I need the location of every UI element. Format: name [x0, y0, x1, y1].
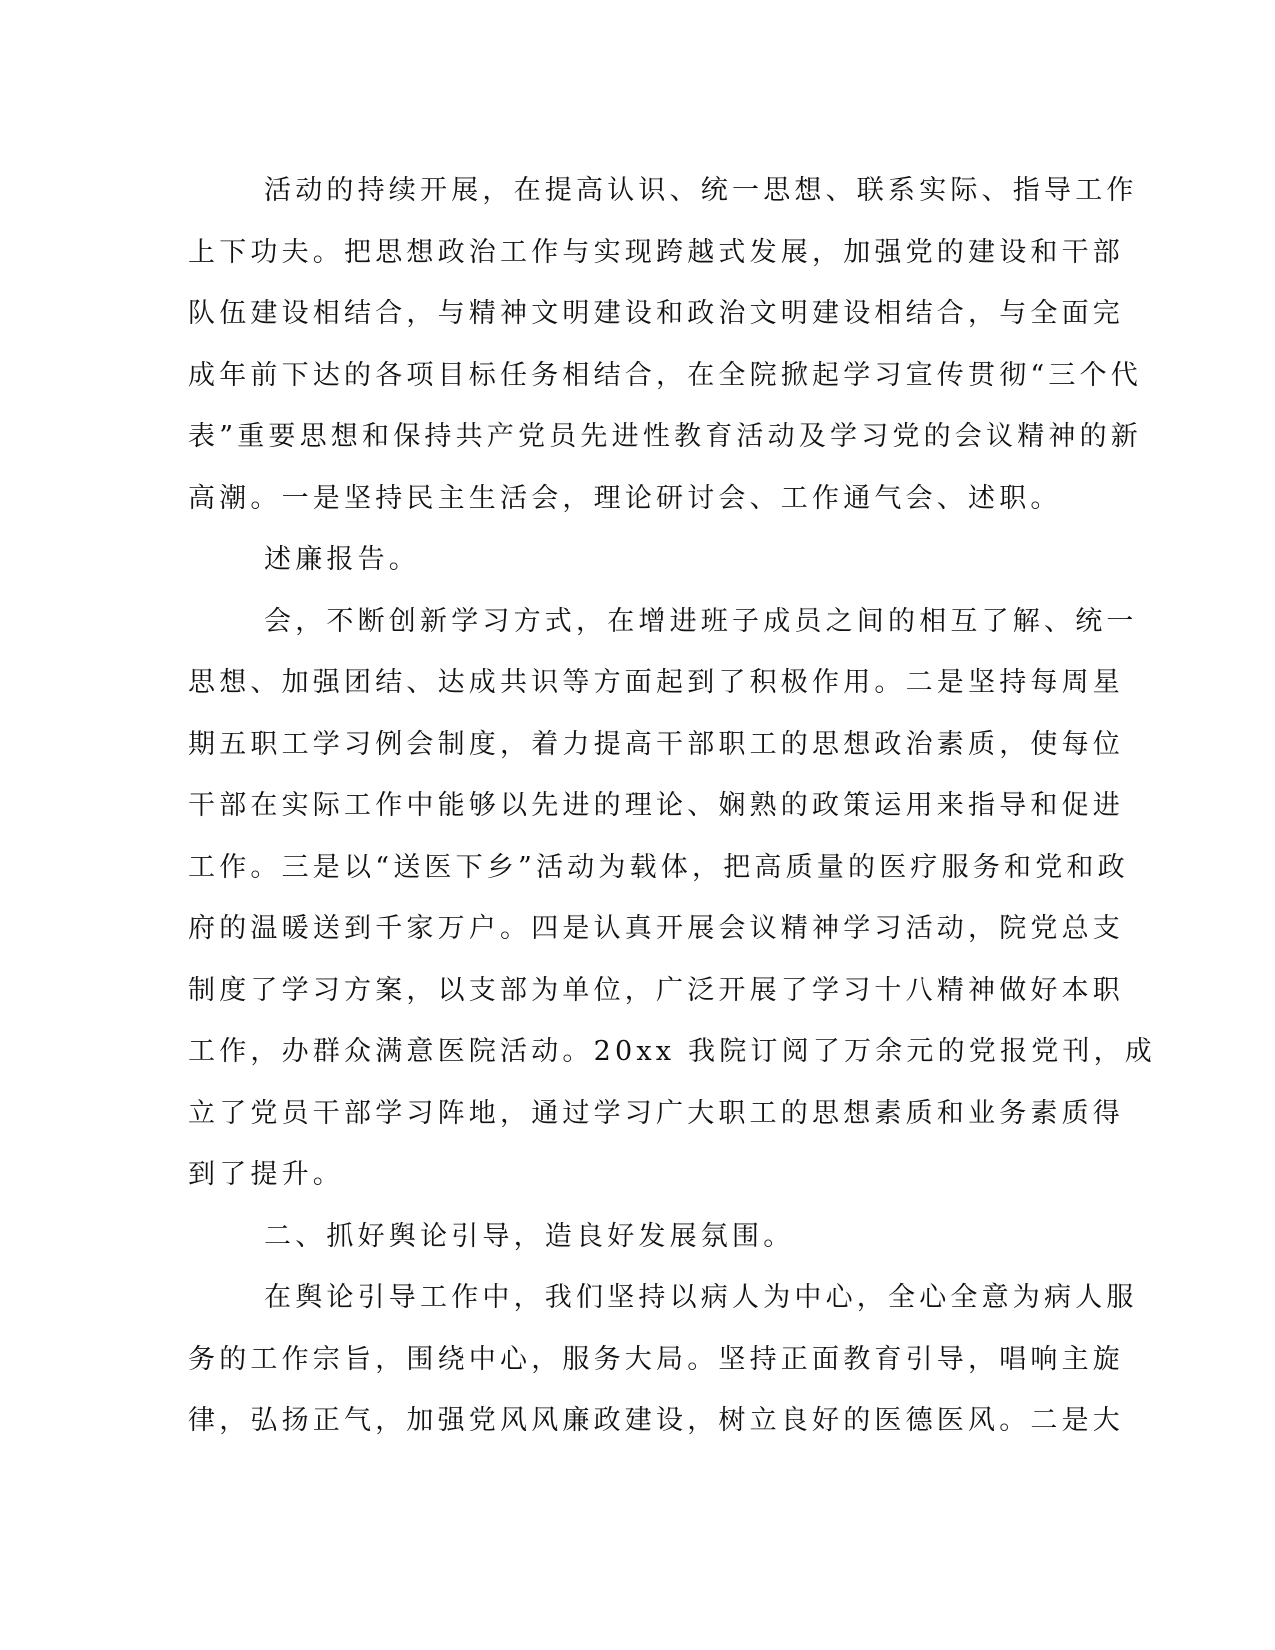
- paragraph-1-line-1: 活动的持续开展，在提高认识、统一思想、联系实际、指导工作: [264, 175, 1138, 206]
- paragraph-3-line-3: 期五职工学习例会制度，着力提高干部职工的思想政治素质，使每位: [188, 728, 1124, 760]
- paragraph-1-line-5: 表”重要思想和保持共产党员先进性教育活动及学习党的会议精神的新: [188, 421, 1143, 452]
- paragraph-1-line-3: 队伍建设相结合，与精神文明建设和政治文明建设相结合，与全面完: [188, 298, 1124, 329]
- paragraph-4-line-2: 务的工作宗旨，围绕中心，服务大局。坚持正面教育引导，唱响主旋: [188, 1343, 1124, 1375]
- paragraph-3-line-4: 干部在实际工作中能够以先进的理论、娴熟的政策运用来指导和促进: [188, 790, 1124, 821]
- paragraph-4-line-3: 律，弘扬正气，加强党风风廉政建设，树立良好的医德医风。二是大: [188, 1405, 1124, 1436]
- paragraph-3-line-10: 到了提升。: [188, 1159, 344, 1190]
- paragraph-3-line-8: 工作，办群众满意医院活动。20xx 我院订阅了万余元的党报党刊，成: [188, 1036, 1156, 1067]
- section-heading-2: 二、抓好舆论引导，造良好发展氛围。: [264, 1220, 795, 1252]
- paragraph-1-line-4: 成年前下达的各项目标任务相结合，在全院掀起学习宣传贯彻“三个代: [188, 359, 1143, 391]
- document-body: [188, 160, 1156, 1452]
- paragraph-1-line-6: 高潮。一是坚持民主生活会，理论研讨会、工作通气会、述职。: [188, 482, 1062, 514]
- paragraph-3-line-2: 思想、加强团结、达成共识等方面起到了积极作用。二是坚持每周星: [188, 667, 1124, 698]
- paragraph-4-line-1: 在舆论引导工作中，我们坚持以病人为中心，全心全意为病人服: [264, 1282, 1138, 1313]
- paragraph-3-line-7: 制度了学习方案，以支部为单位，广泛开展了学习十八精神做好本职: [188, 974, 1124, 1006]
- paragraph-3-line-6: 府的温暖送到千家万户。四是认真开展会议精神学习活动，院党总支: [188, 913, 1124, 944]
- paragraph-1-line-2: 上下功夫。把思想政治工作与实现跨越式发展，加强党的建设和干部: [188, 236, 1124, 268]
- paragraph-3-line-9: 立了党员干部学习阵地，通过学习广大职工的思想素质和业务素质得: [188, 1097, 1124, 1129]
- paragraph-2-line-1: 述廉报告。: [264, 544, 420, 575]
- paragraph-3-line-5: 工作。三是以“送医下乡”活动为载体，把高质量的医疗服务和党和政: [188, 851, 1129, 883]
- paragraph-3-line-1: 会，不断创新学习方式，在增进班子成员之间的相互了解、统一: [264, 605, 1138, 637]
